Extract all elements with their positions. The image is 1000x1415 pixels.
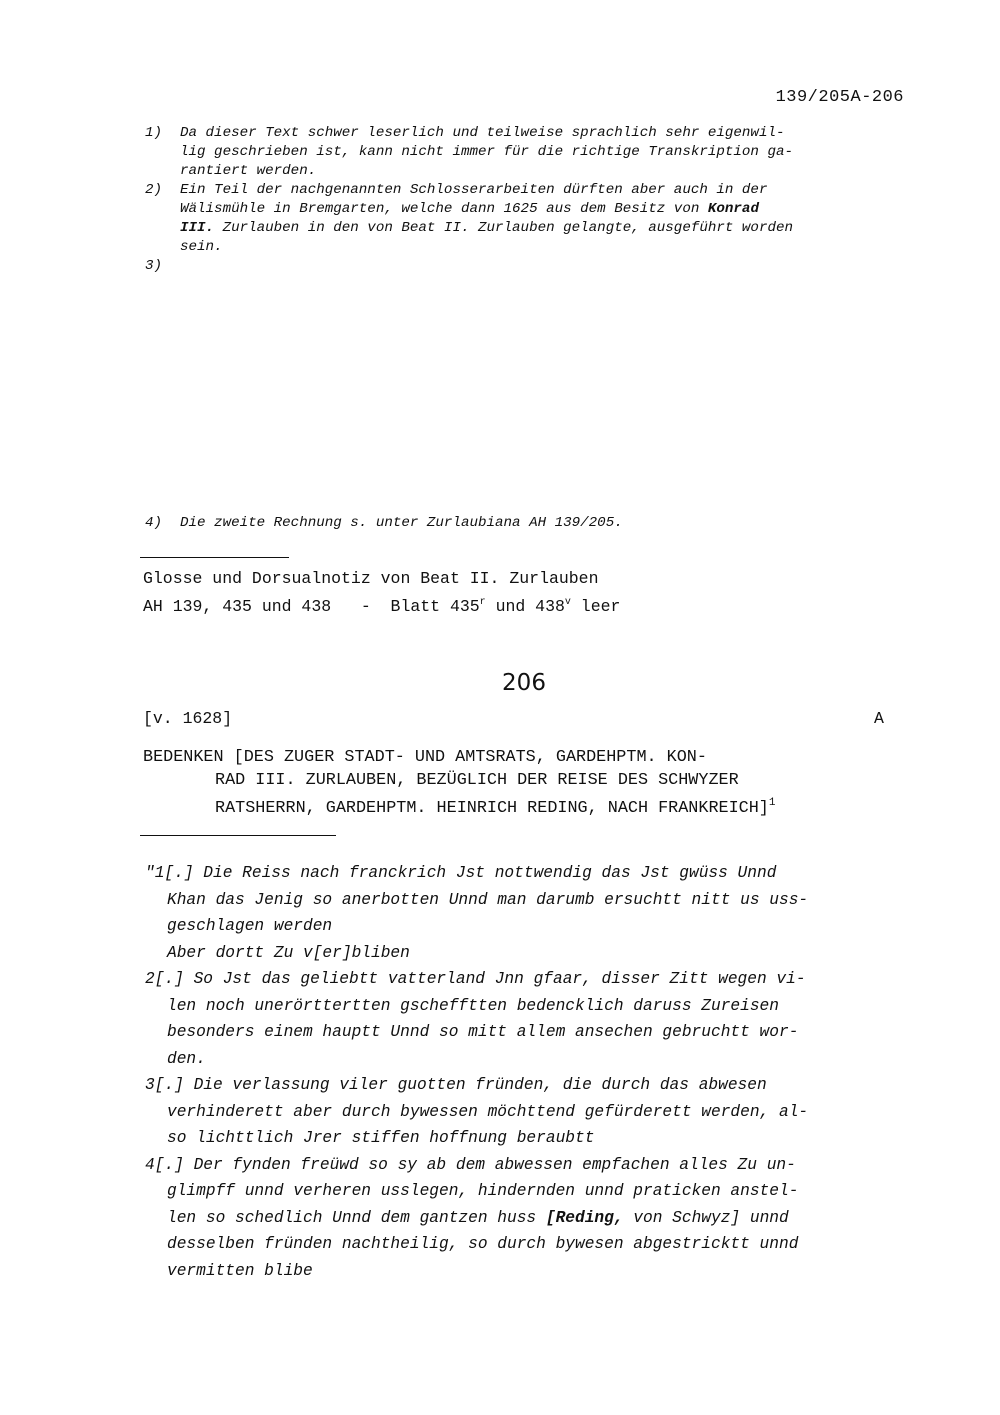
footnote-2 [145,181,905,257]
gloss-superscript: v [564,597,571,608]
footnote-1 [145,124,905,181]
body-line: Khan das Jenig so anerbotten Unnd man darumb ersuchtt nitt us uss- [167,890,809,909]
heading-line [143,792,903,820]
body-text: unnd [740,1208,789,1227]
footnote-line [180,200,905,219]
document-heading [143,746,903,820]
footnote-line: Ein Teil der nachgenannten Schlosserarbeiten dürften aber auch in der [180,182,768,198]
body-line: vermitten blibe [167,1261,313,1280]
footnote-3 [145,257,905,276]
body-paragraph-4 [145,1152,905,1285]
body-line: Aber dortt Zu v[er]bliben [167,943,410,962]
body-text: len so schedlich Unnd dem gantzen huss [167,1208,546,1227]
footnote-line [180,257,905,276]
body-text: von Schwyz] [623,1208,741,1227]
gloss-line-2 [143,591,620,619]
footnote-bold-name: Konrad [707,201,759,217]
body-line: den. [167,1049,206,1068]
gloss-text: leer [570,597,621,616]
footnotes-bottom [145,514,905,533]
footnote-number: 2) [145,182,163,198]
footnote-number: 1) [145,125,163,141]
body-line: len noch unerörttertten gschefftten bedencklich daruss Zureisen [167,996,779,1015]
body-paragraph-2 [145,966,905,1072]
body-line: glimpff unnd verheren usslegen, hindernden unnd praticken anstel- [167,1182,799,1200]
page-number: 139/205A-206 [775,88,904,107]
footnote-line [180,219,905,238]
heading-footnote-marker: 1 [768,797,776,809]
heading-line: RAD III. ZURLAUBEN, BEZÜGLICH DER REISE DES SCHWYZER [215,771,739,790]
body-line: geschlagen werden [167,917,333,935]
footnotes-top [145,124,905,276]
footnote-text: Wälismühle in Bremgarten, welche dann 1625 aus dem Besitz von [180,201,708,217]
footnote-line: rantiert werden. [180,163,317,179]
document-date: [v. 1628] [143,709,233,728]
gloss-text: und 438 [485,597,565,616]
footnote-divider [140,557,289,558]
body-paragraph-3 [145,1072,905,1152]
body-line: desselben fründen nachtheilig, so durch bywesen abgestricktt unnd [167,1235,799,1253]
body-line: so lichttlich Jrer stiffen hoffnung beraubtt [167,1129,595,1147]
gloss-superscript: r [479,597,486,608]
footnote-bold-name: III. [180,220,215,236]
body-line: besonders einem hauptt Unnd so mitt allem ansechen gebruchtt wor- [167,1023,799,1041]
footnote-line: lig geschrieben ist, kann nicht immer für die richtige Transkription ga- [180,144,793,160]
gloss-note [143,567,620,619]
heading-line: BEDENKEN [DES ZUGER STADT- UND AMTSRATS, GARDEHPTM. KON- [143,748,707,767]
footnote-line: sein. [180,239,223,255]
document-number: 206 [502,670,546,696]
body-line: 2[.] So Jst das geliebtt vatterland Jnn gfaar, disser Zitt wegen vi- [145,970,806,988]
footnote-number: 3) [145,258,163,274]
body-bold-name: [Reding, [545,1208,624,1227]
document-body [145,860,905,1284]
body-line: 4[.] Der fynden freüwd so sy ab dem abwessen empfachen alles Zu un- [145,1155,796,1174]
gloss-line-1: Glosse und Dorsualnotiz von Beat II. Zurlauben [143,569,599,588]
body-line: "1[.] Die Reiss nach franckrich Jst nottwendig das Jst gwüss Unnd [145,864,777,882]
footnote-number: 4) [145,515,163,531]
document-letter: A [874,709,884,728]
body-line [145,1205,905,1232]
body-paragraph-1 [145,860,905,966]
body-line: 3[.] Die verlassung viler guotten fründen, die durch das abwesen [145,1076,767,1094]
footnote-line: Die zweite Rechnung s. unter Zurlaubiana AH 139/205. [180,515,623,531]
footnote-text: Zurlauben in den von Beat II. Zurlauben gelangte, ausgeführt worden [214,220,794,236]
heading-divider [140,835,336,836]
footnote-4 [145,514,905,533]
footnote-line: Da dieser Text schwer leserlich und teilweise sprachlich sehr eigenwil- [180,125,785,141]
gloss-text: AH 139, 435 und 438 - Blatt 435 [143,597,480,616]
heading-text: RATSHERRN, GARDEHPTM. HEINRICH REDING, NACH FRANKREICH] [215,799,769,818]
body-line: verhinderett aber durch bywessen möchttend gefürderett werden, al- [167,1102,809,1121]
